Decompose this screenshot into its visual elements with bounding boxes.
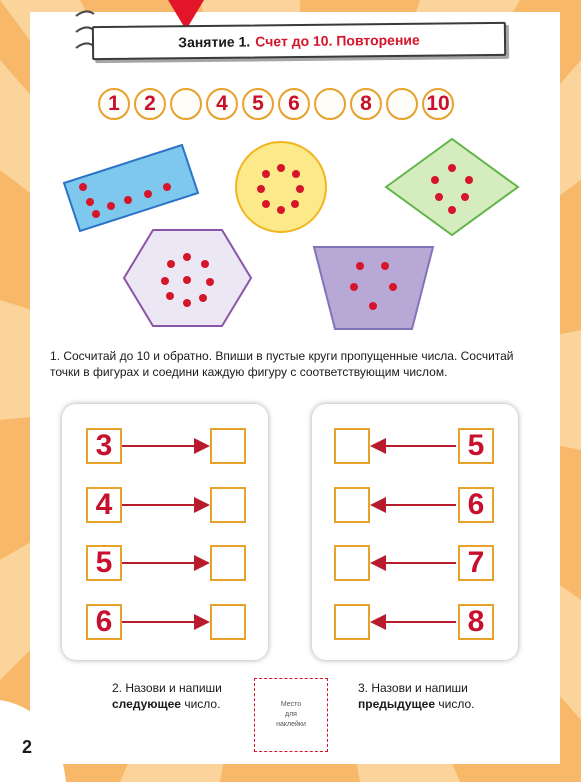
number-circle-5: 5 <box>242 88 274 120</box>
number-circle-6: 6 <box>278 88 310 120</box>
task2-caption-line1: 2. Назови и напиши <box>112 681 222 695</box>
task2-number-box: 3 <box>86 428 122 464</box>
task3-answer-box[interactable] <box>334 604 370 640</box>
sticker-label-line2: для <box>285 711 297 718</box>
task2-caption <box>112 680 222 712</box>
task2-answer-box[interactable] <box>210 487 246 523</box>
task2-number-box: 5 <box>86 545 122 581</box>
number-circle-2: 2 <box>134 88 166 120</box>
task2-card <box>62 404 268 660</box>
page-number: 2 <box>22 737 33 757</box>
task3-answer-box[interactable] <box>334 545 370 581</box>
task3-number-box: 6 <box>458 487 494 523</box>
task3-number-box: 8 <box>458 604 494 640</box>
shape-hexagon[interactable] <box>124 230 251 326</box>
sticker-label-line3: наклейки <box>276 721 306 728</box>
lesson-title-topic: Счет до 10. Повторение <box>255 31 420 50</box>
task1-line2: точки в фигурах и соедини каждую фигуру с соответствующим числом. <box>50 365 448 379</box>
number-circle-10: 10 <box>422 88 454 120</box>
page-corner-decoration <box>0 700 70 782</box>
shape-rhombus[interactable] <box>386 139 518 235</box>
task3-number-box: 5 <box>458 428 494 464</box>
task3-number-box: 7 <box>458 545 494 581</box>
task3-caption <box>358 680 474 712</box>
lesson-title-main: Занятие 1. <box>178 33 251 51</box>
task3-caption-line1: 3. Назови и напиши <box>358 681 468 695</box>
task2-caption-rest: число. <box>180 697 221 711</box>
number-circle-1: 1 <box>98 88 130 120</box>
number-circle-8: 8 <box>350 88 382 120</box>
task2-answer-box[interactable] <box>210 428 246 464</box>
task2-caption-bold: следующее <box>112 697 181 711</box>
task1-instructions <box>50 348 514 380</box>
sticker-label-line1: Место <box>280 701 302 708</box>
sticker-placeholder[interactable] <box>254 678 328 752</box>
number-circle-4: 4 <box>206 88 238 120</box>
shape-rectangle[interactable] <box>64 145 198 231</box>
task2-answer-box[interactable] <box>210 604 246 640</box>
task3-caption-rest: число. <box>435 697 475 711</box>
task2-number-box: 4 <box>86 487 122 523</box>
task3-answer-box[interactable] <box>334 428 370 464</box>
task2-number-box: 6 <box>86 604 122 640</box>
task1-line1: 1. Сосчитай до 10 и обратно. Впиши в пустые круги пропущенные числа. Сосчитай <box>50 349 514 363</box>
shape-circle[interactable] <box>236 142 326 232</box>
task3-caption-bold: предыдущее <box>358 697 436 711</box>
task3-card <box>312 404 518 660</box>
shape-trapezoid[interactable] <box>314 247 433 329</box>
task2-answer-box[interactable] <box>210 545 246 581</box>
task3-answer-box[interactable] <box>334 487 370 523</box>
